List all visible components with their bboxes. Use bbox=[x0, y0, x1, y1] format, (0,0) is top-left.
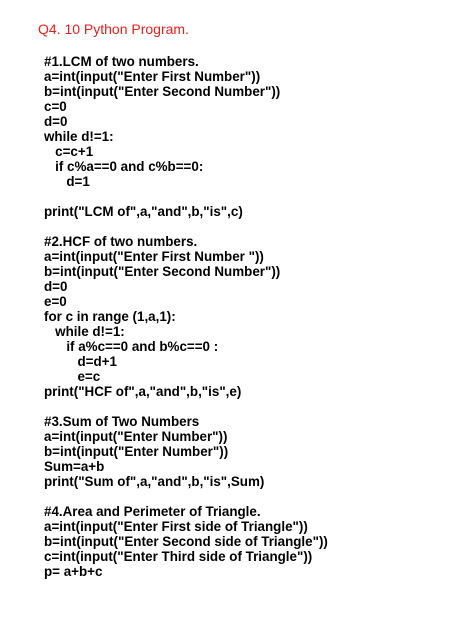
code-line: e=0 bbox=[44, 294, 67, 309]
code-line: b=int(input("Enter Number")) bbox=[44, 444, 229, 459]
code-line: c=int(input("Enter Third side of Triangle")) bbox=[44, 549, 313, 564]
code-line: #4.Area and Perimeter of Triangle. bbox=[44, 504, 261, 519]
code-line: d=0 bbox=[44, 279, 68, 294]
code-line: a=int(input("Enter First Number")) bbox=[44, 69, 261, 84]
code-line: #2.HCF of two numbers. bbox=[44, 234, 198, 249]
code-line: a=int(input("Enter First side of Triangle")) bbox=[44, 519, 308, 534]
code-line: c=0 bbox=[44, 99, 67, 114]
code-line: d=0 bbox=[44, 114, 68, 129]
blank-line bbox=[44, 399, 328, 414]
code-line: Sum=a+b bbox=[44, 459, 105, 474]
code-line: b=int(input("Enter Second side of Triangle")) bbox=[44, 534, 328, 549]
code-line: b=int(input("Enter Second Number")) bbox=[44, 264, 281, 279]
code-line: print("HCF of",a,"and",b,"is",e) bbox=[44, 384, 242, 399]
code-line: d=1 bbox=[44, 174, 90, 189]
blank-line bbox=[44, 219, 328, 234]
code-line: e=c bbox=[44, 369, 101, 384]
code-line: p= a+b+c bbox=[44, 564, 103, 579]
code-line: if c%a==0 and c%b==0: bbox=[44, 159, 204, 174]
code-line: while d!=1: bbox=[44, 129, 114, 144]
code-line: while d!=1: bbox=[44, 324, 125, 339]
code-line: print("LCM of",a,"and",b,"is",c) bbox=[44, 204, 243, 219]
code-line: c=c+1 bbox=[44, 144, 94, 159]
code-line: if a%c==0 and b%c==0 : bbox=[44, 339, 219, 354]
blank-line bbox=[44, 189, 328, 204]
code-line: for c in range (1,a,1): bbox=[44, 309, 176, 324]
code-line: b=int(input("Enter Second Number")) bbox=[44, 84, 281, 99]
document-heading: Q4. 10 Python Program. bbox=[38, 21, 189, 37]
blank-line bbox=[44, 489, 328, 504]
code-line: #1.LCM of two numbers. bbox=[44, 54, 199, 69]
code-line: print("Sum of",a,"and",b,"is",Sum) bbox=[44, 474, 265, 489]
code-line: #3.Sum of Two Numbers bbox=[44, 414, 200, 429]
code-line: a=int(input("Enter First Number ")) bbox=[44, 249, 264, 264]
code-line: a=int(input("Enter Number")) bbox=[44, 429, 228, 444]
code-block bbox=[44, 54, 328, 579]
code-line: d=d+1 bbox=[44, 354, 117, 369]
